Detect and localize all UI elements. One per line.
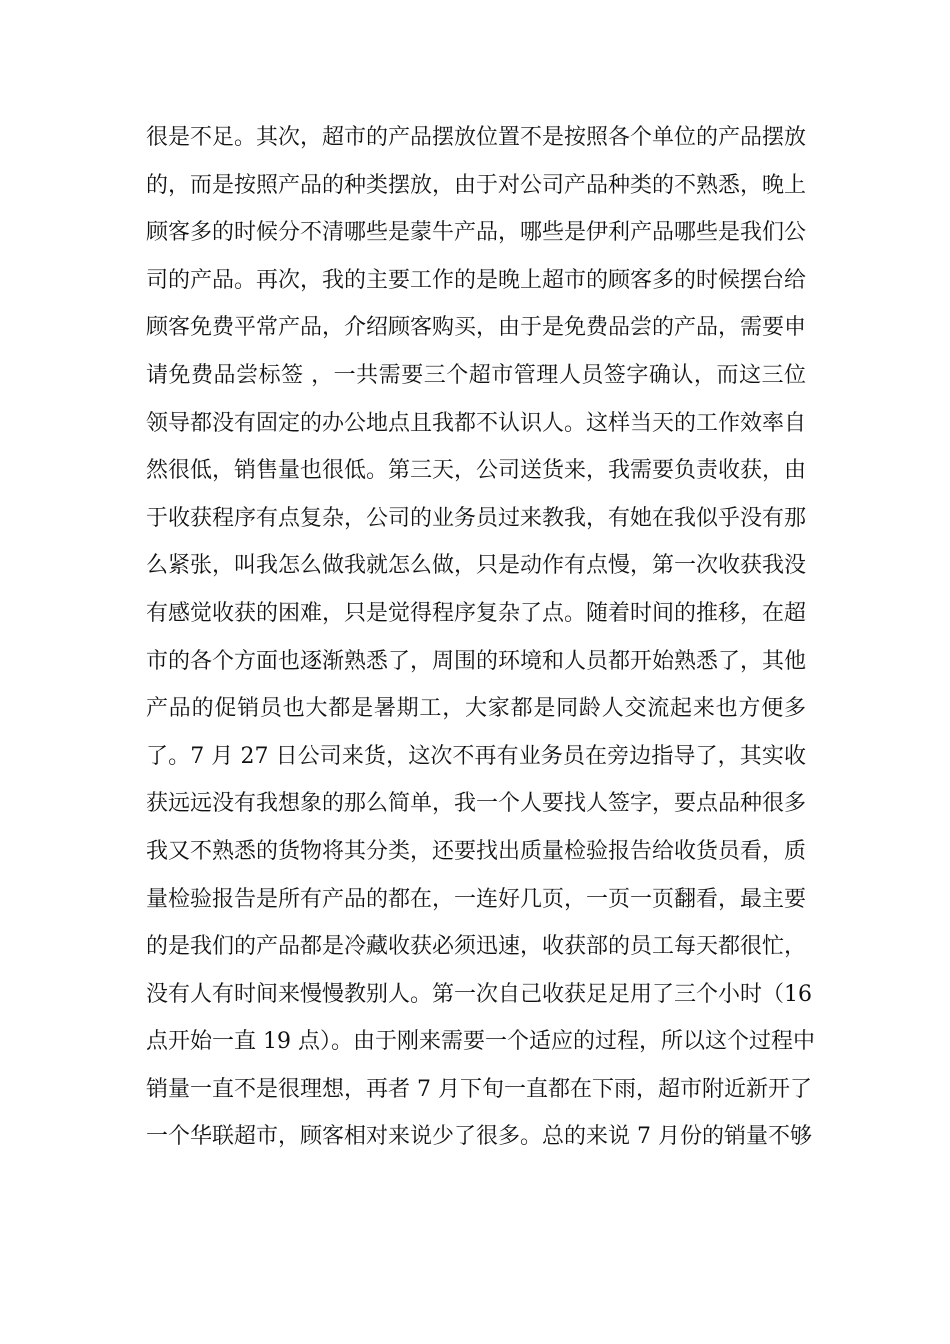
text-line: 的是我们的产品都是冷藏收获必须迅速，收获部的员工每天都很忙， <box>146 934 807 960</box>
text-line: 领导都没有固定的办公地点且我都不认识人。这样当天的工作效率自 <box>146 410 807 436</box>
text-line: 量检验报告是所有产品的都在，一连好几页，一页一页翻看，最主要 <box>146 886 807 912</box>
text-line: 销量一直不是很理想，再者 7 月下旬一直都在下雨，超市附近新开了 <box>146 1076 812 1102</box>
text-line: 的，而是按照产品的种类摆放，由于对公司产品种类的不熟悉，晚上 <box>146 172 807 198</box>
text-line: 没有人有时间来慢慢教别人。第一次自己收获足足用了三个小时（16 <box>146 981 812 1007</box>
text-line: 请免费品尝标签 ，一共需要三个超市管理人员签字确认，而这三位 <box>146 362 806 388</box>
text-line: 司的产品。再次，我的主要工作的是晚上超市的顾客多的时候摆台给 <box>146 267 807 293</box>
text-line: 市的各个方面也逐渐熟悉了，周围的环境和人员都开始熟悉了，其他 <box>146 648 807 674</box>
text-line: 点开始一直 19 点）。由于刚来需要一个适应的过程，所以这个过程中 <box>146 1029 815 1055</box>
text-line: 获远远没有我想象的那么简单，我一个人要找人签字，要点品种很多 <box>146 791 807 817</box>
text-line: 顾客免费平常产品，介绍顾客购买，由于是免费品尝的产品，需要申 <box>146 315 807 341</box>
text-line: 然很低，销售量也很低。第三天，公司送货来，我需要负责收获，由 <box>146 458 807 484</box>
text-line: 了。7 月 27 日公司来货，这次不再有业务员在旁边指导了，其实收 <box>146 743 806 769</box>
text-line: 我又不熟悉的货物将其分类，还要找出质量检验报告给收货员看，质 <box>146 838 807 864</box>
text-line: 于收获程序有点复杂，公司的业务员过来教我，有她在我似乎没有那 <box>146 505 807 531</box>
text-line: 顾客多的时候分不清哪些是蒙牛产品，哪些是伊利产品哪些是我们公 <box>146 220 807 246</box>
text-line: 有感觉收获的困难，只是觉得程序复杂了点。随着时间的推移，在超 <box>146 600 807 626</box>
text-line: 么紧张，叫我怎么做我就怎么做，只是动作有点慢，第一次收获我没 <box>146 553 807 579</box>
text-line: 很是不足。其次，超市的产品摆放位置不是按照各个单位的产品摆放 <box>146 125 807 150</box>
body-text <box>146 114 815 1161</box>
text-line: 产品的促销员也大都是暑期工，大家都是同龄人交流起来也方便多 <box>146 696 806 722</box>
text-line: 一个华联超市，顾客相对来说少了很多。总的来说 7 月份的销量不够 <box>146 1124 812 1150</box>
